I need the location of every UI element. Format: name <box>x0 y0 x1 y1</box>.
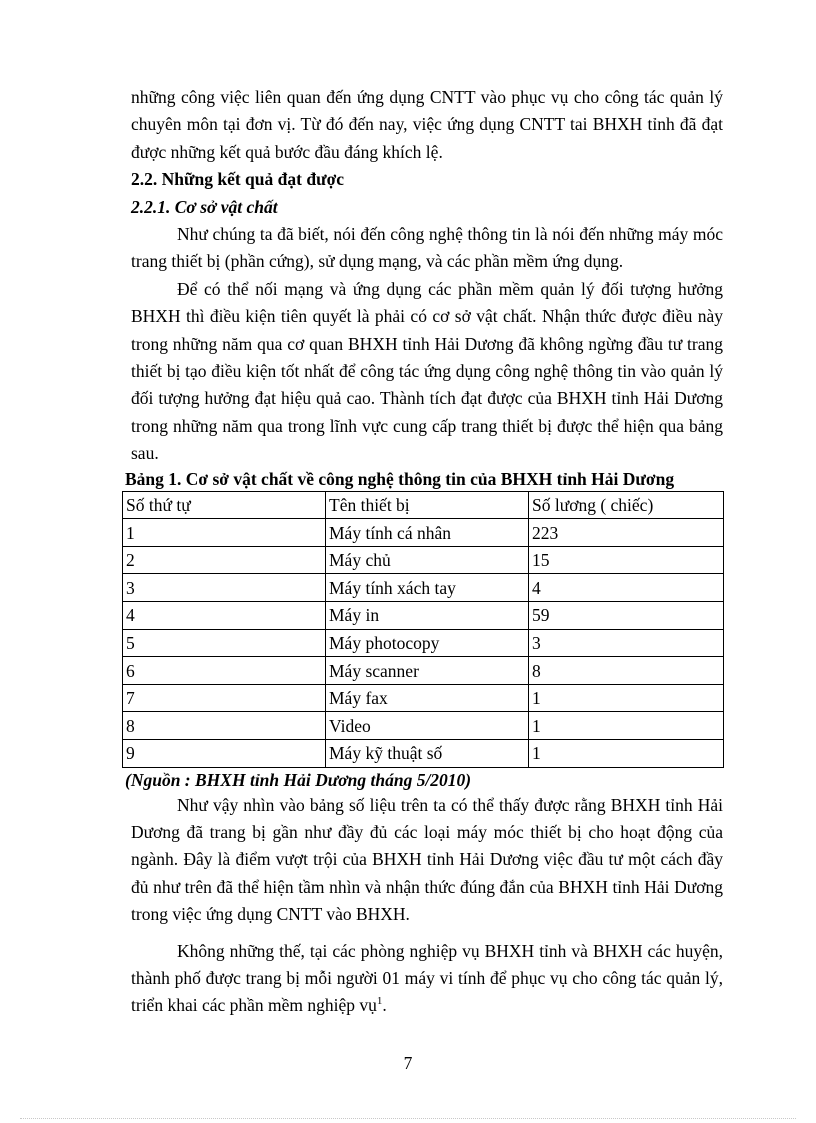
table-cell-device: Máy tính cá nhân <box>326 519 529 547</box>
paragraph-text: Không những thế, tại các phòng nghiệp vụ BHXH tỉnh và BHXH các huyện, thành phố được trang bị mỗi người 01 máy vi tính để phục vụ cho công tác quản lý, triển khai các phần mềm nghiệp vụ <box>131 940 723 1016</box>
table-title: Bảng 1. Cơ sở vật chất về công nghệ thông tin của BHXH tỉnh Hải Dương <box>125 468 675 489</box>
paragraph-end: . <box>382 995 387 1016</box>
table-header-cell: Số lương ( chiếc) <box>529 491 724 519</box>
table-cell-device: Máy kỹ thuật số <box>326 740 529 768</box>
table-cell-index: 1 <box>123 519 326 547</box>
table-row <box>123 657 724 685</box>
table-row <box>123 629 724 657</box>
table-cell-device: Máy chủ <box>326 546 529 574</box>
table-header-cell: Tên thiết bị <box>326 491 529 519</box>
table-cell-quantity: 3 <box>529 629 724 657</box>
table-cell-quantity: 59 <box>529 602 724 630</box>
page-bottom-divider <box>20 1118 796 1119</box>
equipment-table <box>122 491 724 768</box>
footnote-marker[interactable]: 1 <box>376 995 383 1008</box>
table-cell-index: 8 <box>123 712 326 740</box>
table-cell-index: 7 <box>123 684 326 712</box>
table-cell-quantity: 223 <box>529 519 724 547</box>
table-header-row <box>123 491 724 519</box>
table-row <box>123 574 724 602</box>
table-cell-device: Máy photocopy <box>326 629 529 657</box>
table-cell-device: Máy fax <box>326 684 529 712</box>
paragraph-computers-per-person <box>131 938 723 1020</box>
table-row <box>123 519 724 547</box>
table-cell-device: Máy scanner <box>326 657 529 685</box>
table-cell-index: 5 <box>123 629 326 657</box>
table-cell-quantity: 1 <box>529 684 724 712</box>
document-page <box>125 84 723 1020</box>
table-header-cell: Số thứ tự <box>123 491 326 519</box>
table-cell-quantity: 15 <box>529 546 724 574</box>
paragraph-it-definition: Như chúng ta đã biết, nói đến công nghệ thông tin là nói đến những máy móc trang thiết bị (phần cứng), sử dụng mạng, và các phần mềm ứng dụng. <box>131 224 723 272</box>
table-row <box>123 740 724 768</box>
table-cell-index: 2 <box>123 546 326 574</box>
table-cell-quantity: 1 <box>529 740 724 768</box>
paragraph-intro: những công việc liên quan đến ứng dụng CNTT vào phục vụ cho công tác quản lý chuyên môn tại đơn vị. Từ đó đến nay, việc ứng dụng CNTT tai BHXH tỉnh đã đạt được những kết quả bước đầu đáng khích lệ. <box>131 87 723 162</box>
table-row <box>123 684 724 712</box>
table-cell-device: Video <box>326 712 529 740</box>
table-cell-quantity: 4 <box>529 574 724 602</box>
table-cell-quantity: 1 <box>529 712 724 740</box>
paragraph-infrastructure: Để có thể nối mạng và ứng dụng các phần mềm quản lý đối tượng hưởng BHXH thì điều kiện tiên quyết là phải có cơ sở vật chất. Nhận thức được điều này trong những năm qua cơ quan BHXH tỉnh Hải Dương đã không ngừng đầu tư trang thiết bị tạo điều kiện tốt nhất để công tác ứng dụng công nghệ thông tin vào quản lý đối tượng hưởng đạt hiệu quả cao. Thành tích đạt được của BHXH tỉnh Hải Dương trong những năm qua trong lĩnh vực cung cấp trang thiết bị được thể hiện qua bảng sau. <box>131 278 723 464</box>
table-cell-index: 4 <box>123 602 326 630</box>
page-number: 7 <box>403 1053 413 1073</box>
table-cell-index: 3 <box>123 574 326 602</box>
table-cell-index: 6 <box>123 657 326 685</box>
table-source: (Nguồn : BHXH tỉnh Hải Dương tháng 5/2010) <box>125 769 472 790</box>
table-row <box>123 546 724 574</box>
table-cell-index: 9 <box>123 740 326 768</box>
paragraph-analysis: Như vậy nhìn vào bảng số liệu trên ta có thể thấy được rằng BHXH tỉnh Hải Dương đã trang bị gần như đầy đủ các loại máy móc thiết bị cho hoạt động của ngành. Đây là điểm vượt trội của BHXH tỉnh Hải Dương việc đầu tư một cách đầy đủ như trên đã thể hiện tầm nhìn và nhận thức đúng đắn của BHXH tỉnh Hải Dương trong việc ứng dụng CNTT vào BHXH. <box>131 794 723 925</box>
subsection-heading: 2.2.1. Cơ sở vật chất <box>131 196 278 217</box>
table-row <box>123 712 724 740</box>
section-heading: 2.2. Những kết quả đạt được <box>131 169 345 190</box>
table-cell-device: Máy tính xách tay <box>326 574 529 602</box>
table-cell-quantity: 8 <box>529 657 724 685</box>
table-row <box>123 602 724 630</box>
table-cell-device: Máy in <box>326 602 529 630</box>
